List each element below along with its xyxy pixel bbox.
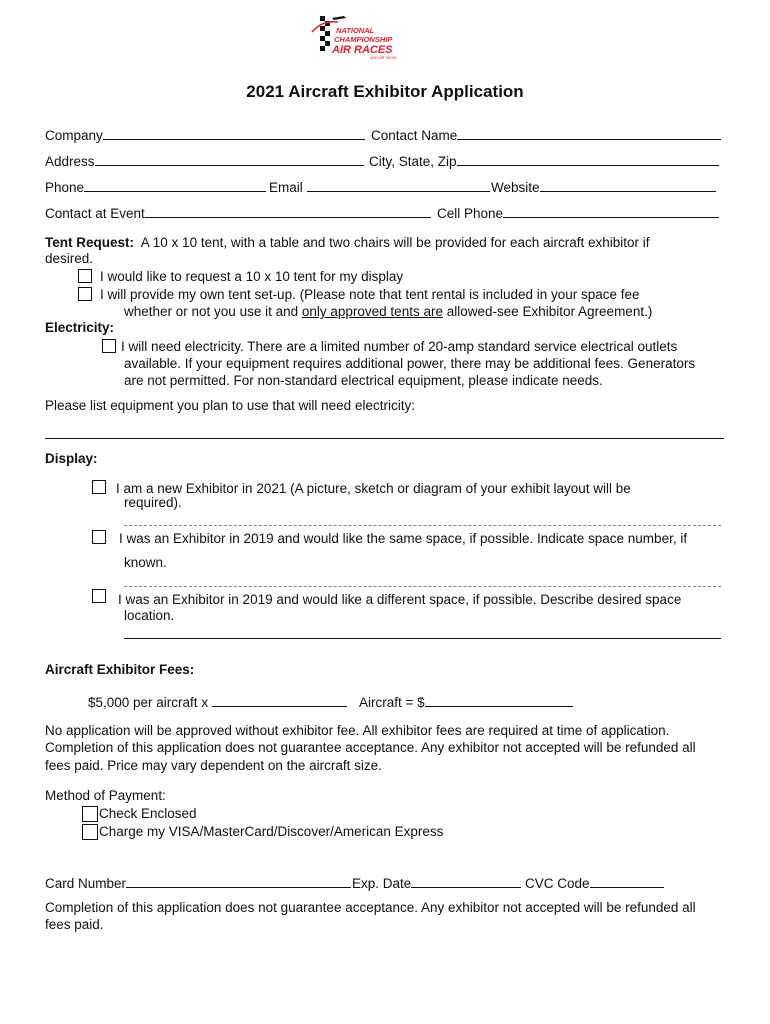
new-exhibitor-checkbox[interactable] xyxy=(92,480,106,494)
different-space-checkbox[interactable] xyxy=(92,589,106,603)
space-number-blank[interactable] xyxy=(124,586,721,587)
cvc-code-field[interactable] xyxy=(525,875,664,892)
logo-line4: AND AIR SHOW xyxy=(370,56,397,60)
payment-heading: Method of Payment: xyxy=(45,788,166,803)
contact-at-event-blank[interactable] xyxy=(145,205,431,218)
company-label: Company xyxy=(45,128,103,143)
tent-intro-line1: A 10 x 10 tent, with a table and two chairs will be provided for each aircraft exhibitor if xyxy=(140,235,650,250)
plane-icon xyxy=(332,16,346,20)
tent-option2-underlined: only approved tents are xyxy=(301,304,443,319)
website-blank[interactable] xyxy=(540,179,716,192)
card-number-label: Card Number xyxy=(45,876,127,891)
display-option1-line1: I am a new Exhibitor in 2021 (A picture, sketch or diagram of your exhibit layout will be xyxy=(116,481,631,496)
aircraft-total-field[interactable] xyxy=(359,694,573,711)
display-option3-line2: location. xyxy=(124,608,175,623)
address-label: Address xyxy=(45,154,95,169)
fees-heading: Aircraft Exhibitor Fees: xyxy=(45,662,195,677)
company-blank[interactable] xyxy=(103,127,365,140)
contact-name-blank[interactable] xyxy=(457,127,721,140)
aircraft-total-blank[interactable] xyxy=(425,694,573,707)
electricity-heading: Electricity: xyxy=(45,320,115,335)
checkered-flag-icon xyxy=(320,16,330,51)
logo-line1: NATIONAL xyxy=(336,26,375,35)
electricity-line2: available. If your equipment requires additional power, there may be additional fees. Generators xyxy=(124,356,696,371)
electricity-line1: I will need electricity. There are a limited number of 20-amp standard service electrical outlets xyxy=(121,339,678,354)
phone-field[interactable] xyxy=(45,179,266,196)
tent-option2-text-b: allowed-see Exhibitor Agreement.) xyxy=(442,304,653,319)
contact-at-event-field[interactable] xyxy=(45,205,431,222)
fees-para-line1: No application will be approved without exhibitor fee. All exhibitor fees are required at time of application. xyxy=(45,723,670,738)
page-title: 2021 Aircraft Exhibitor Application xyxy=(246,82,524,101)
desired-space-blank[interactable] xyxy=(124,638,721,639)
tent-intro-line2: desired. xyxy=(45,251,94,266)
city-state-zip-label: City, State, Zip xyxy=(369,154,457,169)
aircraft-total-label: Aircraft = $ xyxy=(359,695,425,710)
exp-date-blank[interactable] xyxy=(411,875,521,888)
exp-date-label: Exp. Date xyxy=(352,876,412,891)
fees-para-line2: Completion of this application does not guarantee acceptance. Any exhibitor not accepted will be refunded all xyxy=(45,740,696,755)
cvc-code-label: CVC Code xyxy=(525,876,590,891)
phone-label: Phone xyxy=(45,180,85,195)
tent-intro xyxy=(45,235,650,251)
fee-rate-label: $5,000 per aircraft x xyxy=(88,695,209,710)
exp-date-field[interactable] xyxy=(352,875,521,892)
cell-phone-label: Cell Phone xyxy=(437,206,504,221)
fee-rate-field[interactable] xyxy=(88,694,347,711)
display-option1-blank[interactable] xyxy=(124,525,721,526)
address-field[interactable] xyxy=(45,153,364,170)
footer-line1: Completion of this application does not guarantee acceptance. Any exhibitor not accepted will be refunded all xyxy=(45,900,696,915)
website-label: Website xyxy=(491,180,540,195)
display-option3-line1: I was an Exhibitor in 2019 and would like a different space, if possible. Describe desired space xyxy=(118,592,682,607)
company-field[interactable] xyxy=(45,127,365,144)
logo-line3: AIR RACES xyxy=(332,44,393,56)
city-state-zip-field[interactable] xyxy=(369,153,719,170)
check-enclosed-checkbox[interactable] xyxy=(82,806,98,822)
same-space-checkbox[interactable] xyxy=(92,530,106,544)
contact-at-event-label: Contact at Event xyxy=(45,206,145,221)
email-blank[interactable] xyxy=(307,179,490,192)
address-blank[interactable] xyxy=(95,153,364,166)
contact-name-label: Contact Name xyxy=(371,128,458,143)
aircraft-count-blank[interactable] xyxy=(212,694,347,707)
tent-option2-text-a: whether or not you use it and xyxy=(124,304,302,319)
phone-blank[interactable] xyxy=(84,179,266,192)
event-logo xyxy=(308,12,408,64)
display-heading: Display: xyxy=(45,451,98,466)
display-option2-line2: known. xyxy=(124,555,167,570)
tent-option2-line2 xyxy=(124,304,652,320)
card-number-field[interactable] xyxy=(45,875,351,892)
contact-name-field[interactable] xyxy=(371,127,721,144)
cell-phone-blank[interactable] xyxy=(503,205,719,218)
equipment-prompt: Please list equipment you plan to use that will need electricity: xyxy=(45,398,415,413)
charge-card-checkbox[interactable] xyxy=(82,824,98,840)
check-enclosed-label: Check Enclosed xyxy=(99,806,197,821)
equipment-blank[interactable] xyxy=(45,438,724,439)
email-label: Email xyxy=(269,180,303,195)
display-option2-line1: I was an Exhibitor in 2019 and would like the same space, if possible. Indicate space number, if xyxy=(119,531,688,546)
tent-heading: Tent Request: xyxy=(45,235,135,250)
email-field[interactable] xyxy=(269,179,490,196)
fees-para-line3: fees paid. Price may vary dependent on the aircraft size. xyxy=(45,758,382,773)
tent-request-checkbox[interactable] xyxy=(78,269,92,283)
footer-line2: fees paid. xyxy=(45,917,104,932)
electricity-line3: are not permitted. For non-standard electrical equipment, please indicate needs. xyxy=(124,373,603,388)
tent-option2-line1: I will provide my own tent set-up. (Please note that tent rental is included in your space fee xyxy=(100,287,640,302)
electricity-checkbox[interactable] xyxy=(102,339,116,353)
tent-option1-label: I would like to request a 10 x 10 tent for my display xyxy=(100,269,404,284)
cell-phone-field[interactable] xyxy=(437,205,719,222)
logo-line2: CHAMPIONSHIP xyxy=(334,35,393,44)
display-option1-line2: required). xyxy=(124,495,182,510)
city-state-zip-blank[interactable] xyxy=(457,153,719,166)
own-tent-checkbox[interactable] xyxy=(78,287,92,301)
website-field[interactable] xyxy=(491,179,716,196)
cvc-code-blank[interactable] xyxy=(590,875,664,888)
charge-card-label: Charge my VISA/MasterCard/Discover/American Express xyxy=(99,824,444,839)
card-number-blank[interactable] xyxy=(126,875,351,888)
